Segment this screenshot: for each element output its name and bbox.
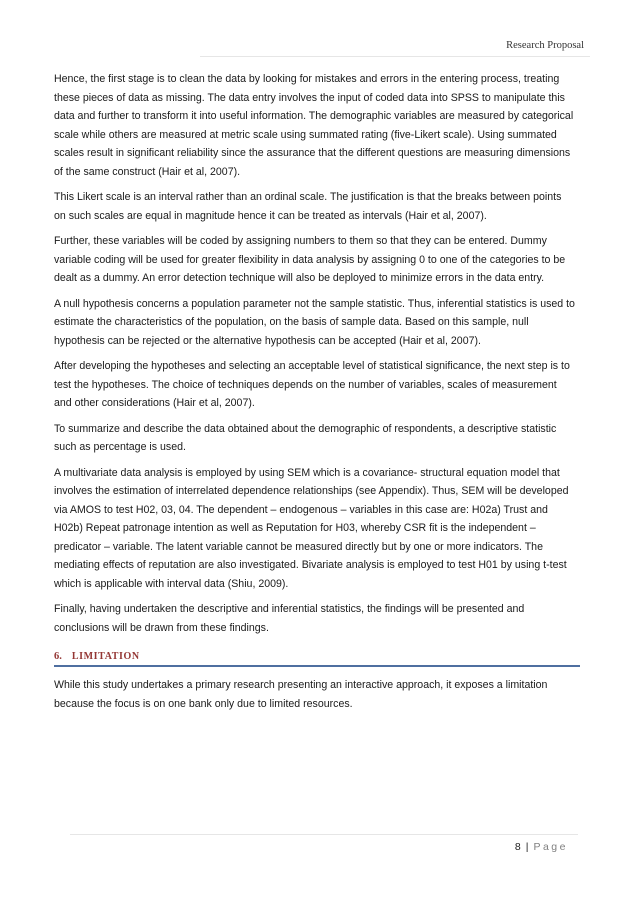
- paragraph-data-cleaning: Hence, the first stage is to clean the data by looking for mistakes and errors in the entering process, treating these pieces of data as missing. The data entry involves the input of coded data into SPSS to manipulate this data and further to transform it into useful information. The demographic variables are measured by categorical scale while others are measured at metric scale using summated rating (five-Likert scale). Using summated scales result in significant reliability since the assurance that the different questions are measuring dimensions of the same construct (Hair et al, 2007).: [54, 73, 574, 178]
- paragraph-hypothesis-testing: After developing the hypotheses and selecting an acceptable level of statistical significance, the next step is to test the hypotheses. The choice of techniques depends on the number of variables, scales of measurement and other considerations (Hair et al, 2007).: [54, 360, 570, 409]
- page-label: Page: [533, 841, 568, 853]
- paragraph-multivariate-analysis: A multivariate data analysis is employed by using SEM which is a covariance- structural equation model that involves the estimation of interrelated dependence relationships (see Appendix). Thus, SEM will be developed via AMOS to test H02, 03, 04. The dependent – endogenous – variables in this case are: H02a) Trust and H02b) Repeat patronage intention as well as Reputation for H03, whereby CSR fit is the independent – predicator – variable. The latent variable cannot be measured directly but by one or more indicators. The mediating effects of reputation are also investigated. Bivariate analysis is employed to test H01 by using t-test which is applicable with interval data (Shiu, 2009).: [54, 466, 569, 590]
- paragraph-descriptive-statistics: To summarize and describe the data obtained about the demographic of respondents, a descriptive statistic such as percentage is used.: [54, 422, 557, 453]
- paragraph-findings: Finally, having undertaken the descriptive and inferential statistics, the findings will be presented and conclusions will be drawn from these findings.: [54, 603, 525, 634]
- section-heading: [54, 651, 576, 665]
- page-footer: [515, 841, 568, 853]
- paragraph-variable-coding: Further, these variables will be coded by assigning numbers to them so that they can be entered. Dummy variable coding will be used for greater flexibility in data analysis by assigning 0 to one of the categories to be dealt as a dummy. An error detection technique will also be deployed to minimize errors in the data entry.: [54, 235, 566, 284]
- page-number: 8: [514, 841, 521, 853]
- document-body: [54, 70, 576, 720]
- paragraph-likert-scale: This Likert scale is an interval rather than an ordinal scale. The justification is that the breaks between points on such scales are equal in magnitude hence it can be treated as intervals (Hair et al, 2007).: [54, 191, 562, 222]
- footer-separator: |: [525, 841, 529, 853]
- running-header: Research Proposal: [506, 40, 584, 51]
- header-divider: [200, 56, 590, 57]
- section-title: LIMITATION: [71, 651, 140, 662]
- section-heading-rule: [54, 665, 580, 667]
- footer-divider: [70, 834, 578, 835]
- paragraph-null-hypothesis: A null hypothesis concerns a population parameter not the sample statistic. Thus, inferential statistics is used to estimate the characteristics of the population, on the basis of sample data. Based on this sample, null hypothesis can be rejected or the alternative hypothesis can be accepted (Hair et al, 2007).: [54, 297, 575, 347]
- paragraph-limitation: While this study undertakes a primary research presenting an interactive approach, it exposes a limitation because the focus is on one bank only due to limited resources.: [54, 679, 548, 710]
- section-number: 6.: [54, 651, 62, 662]
